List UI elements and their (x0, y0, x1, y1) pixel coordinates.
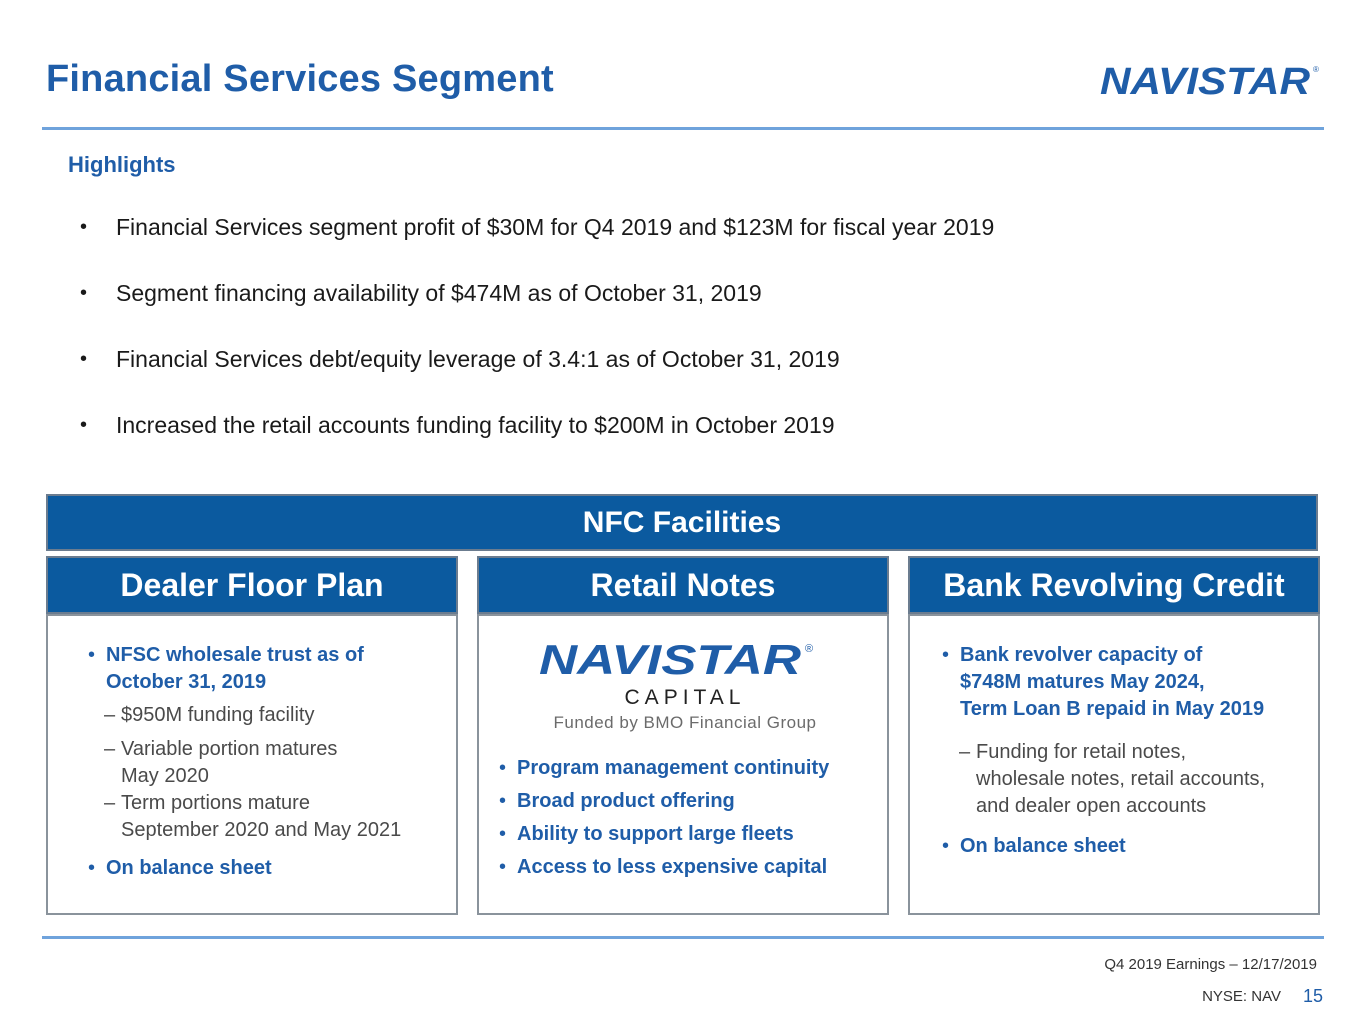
sub-term-portions: – Term portions mature September 2020 and May 2021 (104, 792, 402, 841)
bullet-on-balance-sheet: • On balance sheet (942, 835, 1126, 857)
highlight-item: • Increased the retail accounts funding facility to $200M in October 2019 (80, 412, 835, 438)
sub-funding-facility: – $950M funding facility (104, 704, 315, 726)
dealer-floor-plan-header: Dealer Floor Plan (46, 556, 458, 614)
logo-wordmark: NAVISTAR (539, 638, 802, 680)
retail-notes-panel (477, 614, 889, 915)
navistar-logo (1100, 60, 1322, 102)
highlight-item: • Financial Services debt/equity leverage of 3.4:1 as of October 31, 2019 (80, 346, 840, 372)
sub-funding-for-notes: – Funding for retail notes, wholesale notes, retail accounts, and dealer open accounts (959, 741, 1266, 817)
svg-text:NAVISTAR: NAVISTAR (1100, 61, 1311, 102)
funded-by-text: Funded by BMO Financial Group (553, 713, 817, 732)
svg-text:®: ® (805, 643, 814, 655)
footer-earnings-date: Q4 2019 Earnings – 12/17/2019 (1104, 956, 1317, 973)
highlight-item: • Financial Services segment profit of $30M for Q4 2019 and $123M for fiscal year 2019 (80, 214, 995, 240)
highlights-heading: Highlights (68, 152, 176, 177)
dealer-floor-plan-panel (46, 614, 458, 915)
highlight-item: • Segment financing availability of $474M as of October 31, 2019 (80, 280, 762, 306)
top-divider (42, 127, 1324, 130)
bullet-nfsc-trust: • NFSC wholesale trust as of October 31, 2019 (88, 644, 364, 693)
bullet-glyph: • (80, 216, 88, 238)
bullet-on-balance-sheet: • On balance sheet (88, 857, 272, 879)
sub-variable-portion: – Variable portion matures May 2020 (104, 738, 338, 787)
bullet-broad-product: • Broad product offering (499, 790, 735, 812)
footer-ticker: NYSE: NAV (1202, 988, 1281, 1005)
bullet-glyph: • (80, 414, 88, 436)
bullet-program-management: • Program management continuity (499, 757, 830, 779)
bank-revolving-credit-panel (908, 614, 1320, 915)
highlights-list (80, 214, 994, 478)
bullet-bank-revolver: • Bank revolver capacity of $748M matures May 2024, Term Loan B repaid in May 2019 (942, 644, 1265, 720)
retail-notes-header: Retail Notes (477, 556, 889, 614)
svg-text:®: ® (1313, 65, 1319, 74)
capital-wordmark: CAPITAL (624, 686, 746, 709)
bullet-large-fleets: • Ability to support large fleets (499, 823, 794, 845)
slide-title: Financial Services Segment (46, 58, 554, 100)
page-number: 15 (1302, 986, 1323, 1006)
bottom-divider (42, 936, 1324, 939)
navistar-capital-logo (539, 638, 819, 680)
nfc-facilities-header: NFC Facilities (46, 494, 1318, 551)
bullet-glyph: • (80, 282, 88, 304)
bullet-less-expensive-capital: • Access to less expensive capital (499, 856, 828, 878)
bank-revolving-credit-header: Bank Revolving Credit (908, 556, 1320, 614)
bullet-glyph: • (80, 348, 88, 370)
